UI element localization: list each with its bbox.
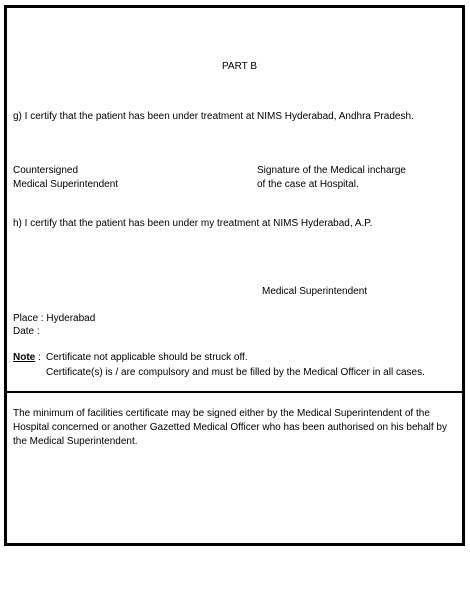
document-frame	[4, 5, 465, 546]
clause-g: g) I certify that the patient has been under treatment at NIMS Hyderabad, Andhra Pradesh.	[13, 111, 414, 122]
part-title: PART B	[222, 61, 258, 72]
note-line-1: Certificate not applicable should be struck off.	[46, 352, 248, 363]
countersigned-label: Countersigned	[13, 165, 79, 176]
place-line: Place : Hyderabad	[13, 313, 96, 324]
signature-incharge-line2: of the case at Hospital.	[257, 179, 359, 190]
section-divider	[6, 391, 464, 393]
countersigned-title: Medical Superintendent	[13, 179, 119, 190]
signature-incharge-line1: Signature of the Medical incharge	[257, 165, 406, 176]
note-line-2: Certificate(s) is / are compulsory and must be filled by the Medical Officer in all cases.	[46, 367, 425, 378]
clause-h: h) I certify that the patient has been under my treatment at NIMS Hyderabad, A.P.	[13, 218, 373, 229]
footer-paragraph: The minimum of facilities certificate may be signed either by the Medical Superintendent of the Hospital concerned or another Gazetted Medical Officer who has been authorised on his behalf by the Medical Superintendent.	[13, 408, 447, 447]
medical-superintendent-signature: Medical Superintendent	[262, 286, 368, 297]
date-line: Date :	[13, 326, 40, 337]
note-heading	[13, 351, 41, 364]
note-label: Note	[13, 352, 36, 363]
note-separator: :	[35, 352, 41, 363]
